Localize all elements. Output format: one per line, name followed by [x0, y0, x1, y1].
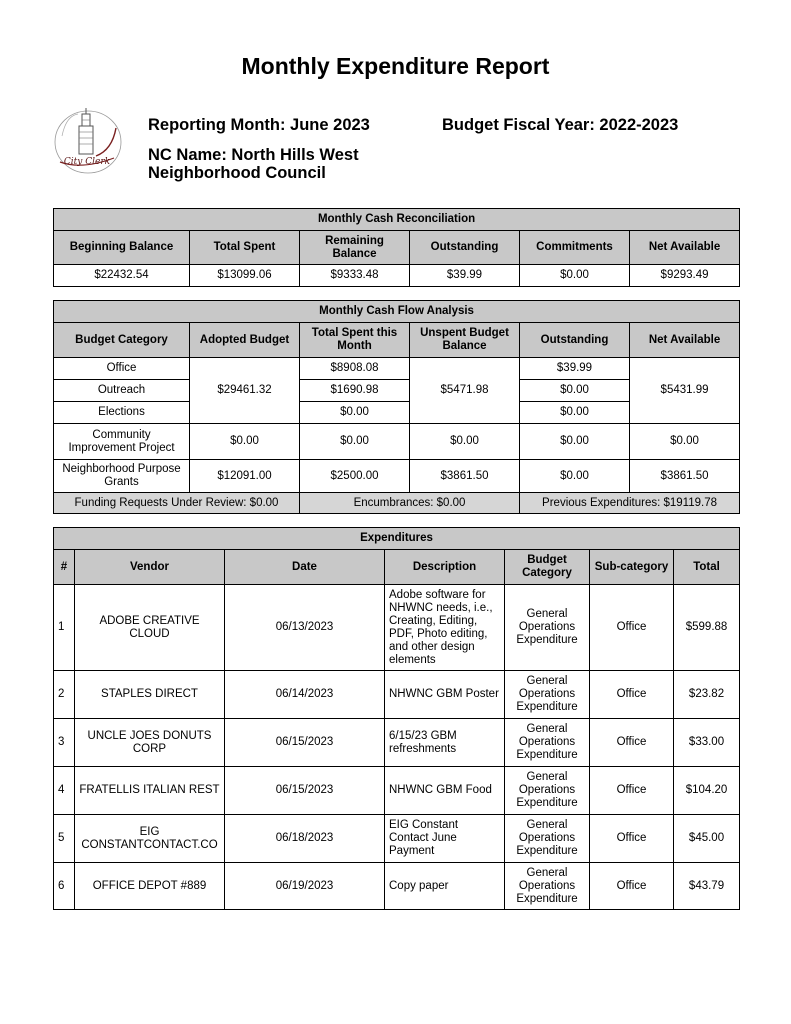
row-subcategory: Office	[590, 863, 674, 910]
group-net-available: $5431.99	[630, 358, 740, 424]
npg-spent: $2500.00	[300, 460, 410, 493]
row-category: General Operations Expenditure	[505, 863, 590, 910]
row-number: 3	[54, 719, 75, 767]
table-row	[54, 424, 740, 460]
expenditures-title: Expenditures	[54, 528, 740, 550]
col-total-spent: Total Spent	[190, 231, 300, 265]
group-unspent-balance: $5471.98	[410, 358, 520, 424]
row-date: 06/18/2023	[225, 815, 385, 863]
row-category: General Operations Expenditure	[505, 585, 590, 671]
table-row	[54, 460, 740, 493]
row-date: 06/14/2023	[225, 671, 385, 719]
beginning-balance-value: $22432.54	[54, 265, 190, 287]
row-vendor: UNCLE JOES DONUTS CORP	[75, 719, 225, 767]
row-subcategory: Office	[590, 719, 674, 767]
col-beginning-balance: Beginning Balance	[54, 231, 190, 265]
row-description: Copy paper	[385, 863, 505, 910]
nc-name-line1: NC Name: North Hills West	[148, 146, 359, 164]
col-net-available: Net Available	[630, 323, 740, 358]
row-number: 2	[54, 671, 75, 719]
row-description: NHWNC GBM Poster	[385, 671, 505, 719]
row-description: 6/15/23 GBM refreshments	[385, 719, 505, 767]
category-office: Office	[54, 358, 190, 380]
category-cip: Community Improvement Project	[54, 424, 190, 460]
col-sub-category: Sub-category	[590, 550, 674, 585]
row-vendor: OFFICE DEPOT #889	[75, 863, 225, 910]
cashflow-title: Monthly Cash Flow Analysis	[54, 301, 740, 323]
row-category: General Operations Expenditure	[505, 671, 590, 719]
row-date: 06/15/2023	[225, 767, 385, 815]
category-npg: Neighborhood Purpose Grants	[54, 460, 190, 493]
outstanding-outreach: $0.00	[520, 380, 630, 402]
cip-unspent: $0.00	[410, 424, 520, 460]
row-date: 06/13/2023	[225, 585, 385, 671]
cip-net: $0.00	[630, 424, 740, 460]
row-subcategory: Office	[590, 815, 674, 863]
col-budget-category: Budget Category	[505, 550, 590, 585]
row-subcategory: Office	[590, 585, 674, 671]
category-outreach: Outreach	[54, 380, 190, 402]
row-category: General Operations Expenditure	[505, 719, 590, 767]
col-total-spent-month: Total Spent this Month	[300, 323, 410, 358]
cash-reconciliation-table	[53, 208, 740, 287]
col-remaining-balance: Remaining Balance	[300, 231, 410, 265]
cip-spent: $0.00	[300, 424, 410, 460]
col-outstanding: Outstanding	[520, 323, 630, 358]
outstanding-value: $39.99	[410, 265, 520, 287]
reconciliation-title: Monthly Cash Reconciliation	[54, 209, 740, 231]
group-adopted-budget: $29461.32	[190, 358, 300, 424]
row-number: 1	[54, 585, 75, 671]
spent-office: $8908.08	[300, 358, 410, 380]
outstanding-elections: $0.00	[520, 402, 630, 424]
col-commitments: Commitments	[520, 231, 630, 265]
col-vendor: Vendor	[75, 550, 225, 585]
city-clerk-seal-logo	[52, 106, 124, 176]
col-budget-category: Budget Category	[54, 323, 190, 358]
total-spent-value: $13099.06	[190, 265, 300, 287]
report-title: Monthly Expenditure Report	[241, 53, 550, 79]
row-category: General Operations Expenditure	[505, 767, 590, 815]
table-row	[54, 585, 740, 671]
row-description: EIG Constant Contact June Payment	[385, 815, 505, 863]
col-date: Date	[225, 550, 385, 585]
cip-outstanding: $0.00	[520, 424, 630, 460]
col-unspent-balance: Unspent Budget Balance	[410, 323, 520, 358]
encumbrances: Encumbrances: $0.00	[300, 493, 520, 514]
row-date: 06/15/2023	[225, 719, 385, 767]
row-vendor: STAPLES DIRECT	[75, 671, 225, 719]
table-row	[54, 719, 740, 767]
outstanding-office: $39.99	[520, 358, 630, 380]
col-total: Total	[674, 550, 740, 585]
spent-outreach: $1690.98	[300, 380, 410, 402]
row-description: NHWNC GBM Food	[385, 767, 505, 815]
npg-unspent: $3861.50	[410, 460, 520, 493]
row-total: $43.79	[674, 863, 740, 910]
npg-net: $3861.50	[630, 460, 740, 493]
table-row	[54, 863, 740, 910]
col-net-available: Net Available	[630, 231, 740, 265]
row-subcategory: Office	[590, 767, 674, 815]
row-vendor: EIG CONSTANTCONTACT.CO	[75, 815, 225, 863]
cip-adopted: $0.00	[190, 424, 300, 460]
npg-outstanding: $0.00	[520, 460, 630, 493]
nc-name-line2: Neighborhood Council	[148, 164, 326, 182]
category-elections: Elections	[54, 402, 190, 424]
row-vendor: FRATELLIS ITALIAN REST	[75, 767, 225, 815]
svg-text:City Clerk: City Clerk	[63, 157, 111, 167]
row-number: 4	[54, 767, 75, 815]
row-number: 6	[54, 863, 75, 910]
reporting-month: Reporting Month: June 2023	[148, 116, 370, 134]
row-total: $45.00	[674, 815, 740, 863]
commitments-value: $0.00	[520, 265, 630, 287]
col-adopted-budget: Adopted Budget	[190, 323, 300, 358]
net-available-value: $9293.49	[630, 265, 740, 287]
cash-flow-table	[53, 300, 740, 514]
previous-expenditures: Previous Expenditures: $19119.78	[520, 493, 740, 514]
row-category: General Operations Expenditure	[505, 815, 590, 863]
table-row	[54, 671, 740, 719]
row-total: $33.00	[674, 719, 740, 767]
remaining-balance-value: $9333.48	[300, 265, 410, 287]
npg-adopted: $12091.00	[190, 460, 300, 493]
row-total: $599.88	[674, 585, 740, 671]
table-row	[54, 358, 740, 380]
row-total: $104.20	[674, 767, 740, 815]
row-subcategory: Office	[590, 671, 674, 719]
col-description: Description	[385, 550, 505, 585]
table-row	[54, 815, 740, 863]
col-outstanding: Outstanding	[410, 231, 520, 265]
table-row	[54, 767, 740, 815]
expenditures-table	[53, 527, 740, 910]
funding-requests-under-review: Funding Requests Under Review: $0.00	[54, 493, 300, 514]
row-vendor: ADOBE CREATIVE CLOUD	[75, 585, 225, 671]
col-number: #	[54, 550, 75, 585]
row-total: $23.82	[674, 671, 740, 719]
fiscal-year: Budget Fiscal Year: 2022-2023	[442, 116, 679, 134]
row-number: 5	[54, 815, 75, 863]
row-description: Adobe software for NHWNC needs, i.e., Creating, Editing, PDF, Photo editing, and other design elements	[385, 585, 505, 671]
spent-elections: $0.00	[300, 402, 410, 424]
row-date: 06/19/2023	[225, 863, 385, 910]
